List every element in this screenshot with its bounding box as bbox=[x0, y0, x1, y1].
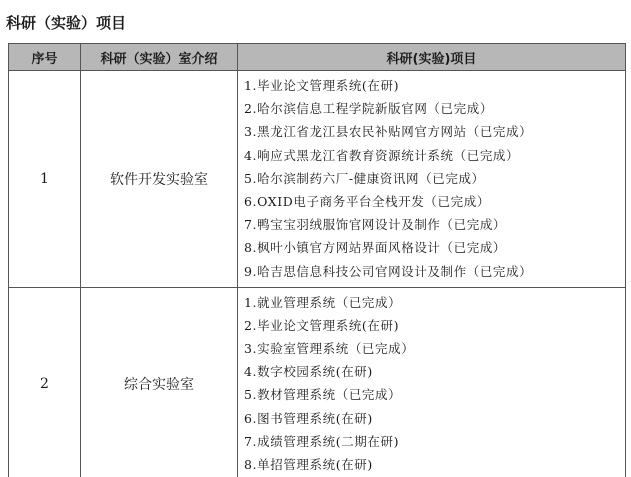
project-item: 2.毕业论文管理系统(在研) bbox=[244, 317, 400, 333]
project-item: 1.毕业论文管理系统(在研) bbox=[244, 78, 400, 93]
header-lab-introduction: 科研（实验）室介绍 bbox=[81, 44, 238, 71]
project-item: 5.教材管理系统（已完成） bbox=[244, 387, 402, 403]
project-item: 8.单招管理系统(在研) bbox=[244, 457, 373, 472]
row-serial-number: 2 bbox=[9, 287, 81, 477]
project-item: 3.实验室管理系统（已完成） bbox=[244, 341, 415, 357]
page-title: 科研（实验）项目 bbox=[6, 14, 127, 32]
project-item: 4.响应式黑龙江省教育资源统计系统（已完成） bbox=[244, 147, 520, 163]
project-item: 8.枫叶小镇官方网站界面风格设计（已完成） bbox=[244, 240, 507, 256]
project-item: 6.OXID电子商务平台全栈开发（已完成） bbox=[244, 193, 490, 209]
row-lab-name: 软件开发实验室 bbox=[81, 71, 238, 288]
project-item: 1.就业管理系统（已完成） bbox=[244, 294, 402, 310]
header-projects: 科研(实验)项目 bbox=[238, 44, 626, 71]
research-projects-table bbox=[8, 43, 626, 477]
table-row bbox=[9, 71, 626, 288]
table-row bbox=[9, 287, 626, 477]
project-item: 7.鸭宝宝羽绒服饰官网设计及制作（已完成） bbox=[244, 217, 507, 233]
project-item: 4.数字校园系统(在研) bbox=[244, 364, 373, 380]
table-header-row bbox=[9, 44, 626, 71]
project-item: 6.图书管理系统(在研) bbox=[244, 410, 373, 426]
project-item: 2.哈尔滨信息工程学院新版官网（已完成） bbox=[244, 101, 493, 117]
project-item: 3.黑龙江省龙江县农民补贴网官方网站（已完成） bbox=[244, 124, 533, 140]
row-serial-number: 1 bbox=[9, 71, 81, 288]
project-item: 7.成绩管理系统(二期在研) bbox=[244, 433, 400, 449]
row-project-list bbox=[238, 287, 626, 477]
row-lab-name: 综合实验室 bbox=[81, 287, 238, 477]
project-item: 5.哈尔滨制药六厂-健康资讯网（已完成） bbox=[244, 170, 485, 186]
row-project-list bbox=[238, 71, 626, 288]
project-item: 9.哈吉思信息科技公司官网设计及制作（已完成） bbox=[244, 263, 533, 279]
header-serial-number: 序号 bbox=[9, 44, 81, 71]
